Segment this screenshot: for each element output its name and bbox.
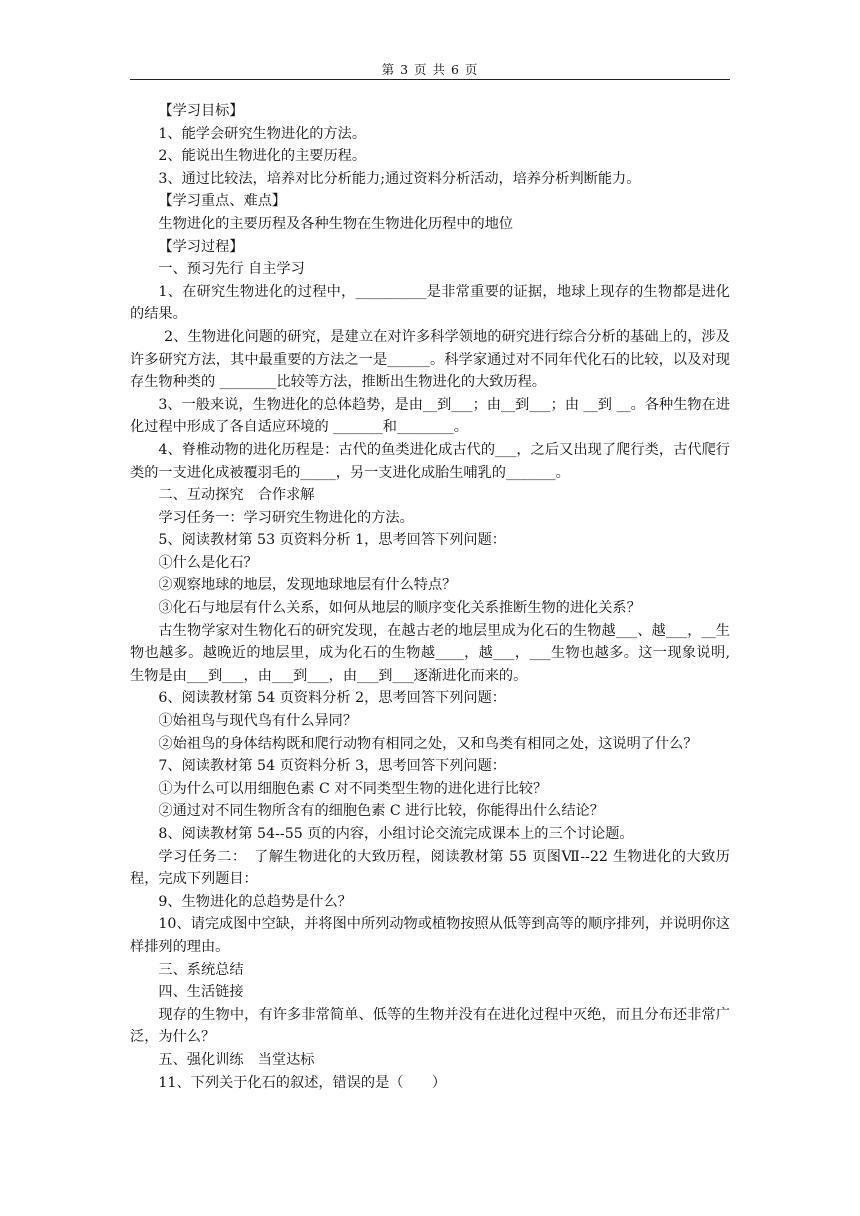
question-paragraph: 10、请完成图中空缺，并将图中所列动物或植物按照从低等到高等的顺序排列，并说明你这样排列的理由。 [130, 916, 730, 955]
question-paragraph: 8、阅读教材第 54--55 页的内容，小组讨论交流完成课本上的三个讨论题。 [158, 826, 634, 842]
header-divider [130, 79, 730, 80]
question-paragraph: 2、生物进化问题的研究，是建立在对许多科学领地的研究进行综合分析的基础上的，涉及许多研究方法，其中最重要的方法之一是______。科学家通过对不同年代化石的比较，以及对现存生物种类的 ________比较等方法，推断出生物进化的大致历程。 [130, 328, 730, 391]
question-paragraph: 7、阅读教材第 54 页资料分析 3，思考回答下列问题： [158, 758, 506, 775]
document-body [130, 100, 730, 1094]
subsection-heading: 三、系统总结 [158, 961, 244, 978]
sub-question: ①什么是化石？ [158, 554, 258, 571]
sub-question: ①始祖鸟与现代鸟有什么异同？ [158, 713, 358, 730]
question-paragraph: 3、一般来说，生物进化的总体趋势，是由__到___；由__到___；由 __到 __。各种生物在进化过程中形成了各自适应环境的 _______和________。 [130, 396, 730, 436]
sub-question: ②观察地球的地层，发现地球地层有什么特点？ [158, 577, 457, 594]
sub-question: ②通过对不同生物所含有的细胞色素 C 进行比较，你能得出什么结论？ [158, 803, 604, 820]
subsection-heading: 四、生活链接 [158, 984, 244, 1001]
section-heading-process: 【学习过程】 [158, 238, 244, 255]
question-paragraph: 1、在研究生物进化的过程中，__________是非常重要的证据，地球上现存的生物都是进化的结果。 [130, 283, 730, 323]
section-heading-key-points: 【学习重点、难点】 [158, 193, 287, 210]
question-paragraph: 6、阅读教材第 54 页资料分析 2，思考回答下列问题： [158, 690, 506, 707]
question-paragraph: 5、阅读教材第 53 页资料分析 1，思考回答下列问题： [158, 532, 506, 549]
question-paragraph: 9、生物进化的总趋势是什么？ [158, 893, 352, 910]
sub-question: ①为什么可以用细胞色素 C 对不同类型生物的进化进行比较？ [158, 780, 548, 797]
question-paragraph: 11、下列关于化石的叙述，错误的是（ ） [158, 1074, 447, 1091]
key-points-text: 生物进化的主要历程及各种生物在生物进化历程中的地位 [158, 215, 514, 232]
question-paragraph: 4、脊椎动物的进化历程是：古代的鱼类进化成古代的___，之后又出现了爬行类，古代爬行类的一支进化成被覆羽毛的_____，另一支进化成胎生哺乳的_______。 [130, 441, 730, 481]
sub-question: ②始祖鸟的身体结构既和爬行动物有相同之处，又和鸟类有相同之处，这说明了什么？ [158, 735, 698, 752]
subsection-heading: 五、强化训练 当堂达标 [158, 1051, 315, 1068]
section-heading-objectives: 【学习目标】 [158, 103, 244, 119]
question-paragraph: 现存的生物中，有许多非常简单、低等的生物并没有在进化过程中灭绝，而且分布还非常广泛，为什么？ [130, 1006, 730, 1046]
task-heading: 学习任务一：学习研究生物进化的方法。 [158, 509, 414, 526]
task-heading: 学习任务二： 了解生物进化的大致历程，阅读教材第 55 页图Ⅶ--22 生物进化的大致历程，完成下列题目： [130, 848, 730, 888]
objective-item: 1、能学会研究生物进化的方法。 [158, 125, 367, 142]
page-number-header: 第 3 页 共 6 页 [381, 62, 479, 77]
objective-item: 2、能说出生物进化的主要历程。 [158, 148, 367, 165]
sub-question: ③化石与地层有什么关系，如何从地层的顺序变化关系推断生物的进化关系？ [158, 600, 641, 617]
objective-item: 3、通过比较法，培养对比分析能力;通过资料分析活动，培养分析判断能力。 [158, 170, 641, 187]
subsection-heading: 二、互动探究 合作求解 [158, 487, 315, 504]
subsection-heading: 一、预习先行 自主学习 [158, 261, 305, 278]
fill-in-paragraph: 古生物学家对生物化石的研究发现，在越古老的地层里成为化石的生物越___、越___，__生物也越多。越晚近的地层里，成为化石的生物越____，越___，___生物也越多。这一现象说明,生物是由___到___，由___到___，由___到___逐渐进化而来的。 [130, 622, 730, 684]
